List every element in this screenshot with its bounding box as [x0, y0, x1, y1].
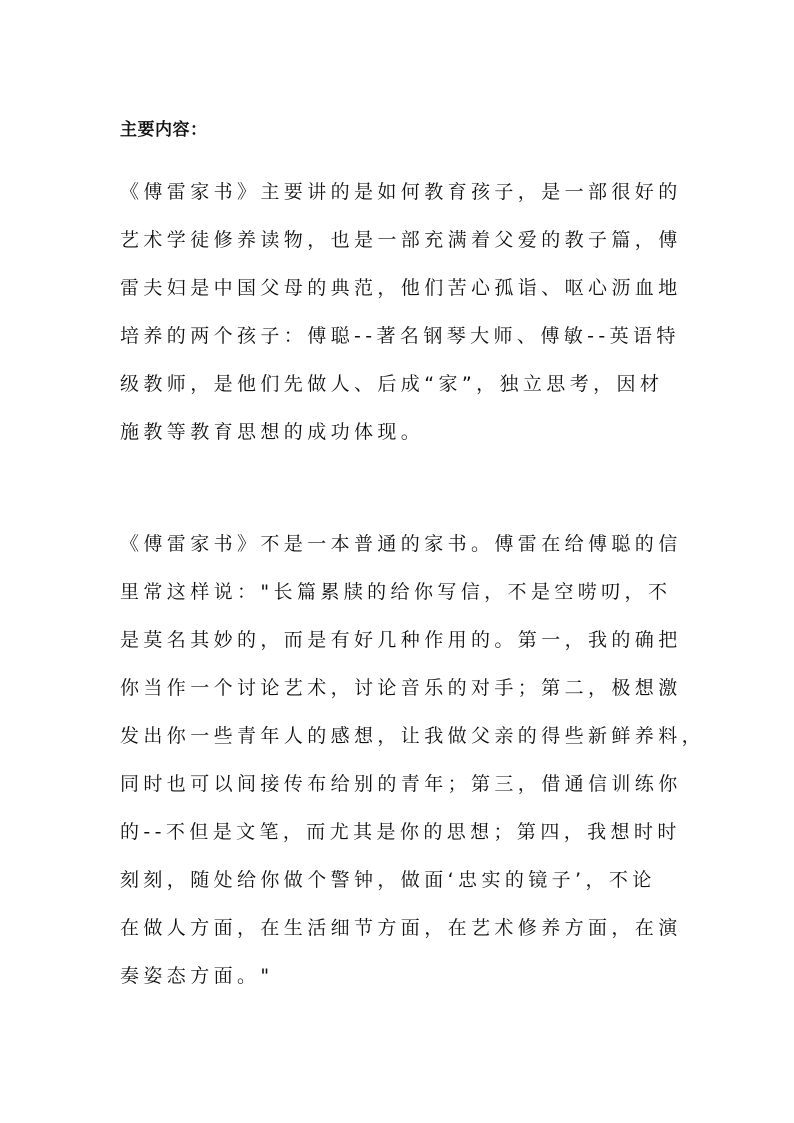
- paragraph-line: 培养的两个孩子：傅聪--著名钢琴大师、傅敏--英语特: [120, 325, 680, 347]
- paragraph-line: 同时也可以间接传布给别的青年；第三，借通信训练你: [120, 773, 682, 795]
- paragraph-line: 《傅雷家书》不是一本普通的家书。傅雷在给傅聪的信: [120, 533, 682, 555]
- paragraph-line: 施教等教育思想的成功体现。: [120, 421, 425, 443]
- paragraph-line: 级教师，是他们先做人、后成“家”，独立思考，因材: [120, 373, 664, 395]
- paragraph-line: 你当作一个讨论艺术，讨论音乐的对手；第二，极想激: [120, 677, 682, 699]
- paragraph-line: 的--不但是文笔，而尤其是你的思想；第四，我想时时: [120, 821, 681, 843]
- paragraph-line: 奏姿态方面。": [120, 965, 274, 987]
- paragraph-line: 在做人方面，在生活细节方面，在艺术修养方面，在演: [120, 917, 682, 939]
- paragraph-line: 艺术学徒修养读物，也是一部充满着父爱的教子篇，傅: [120, 229, 682, 251]
- paragraph-quote: [120, 532, 706, 1012]
- section-heading: 主要内容：: [120, 120, 208, 140]
- paragraph-line: 刻刻，随处给你做个警钟，做面‘忠实的镜子’，不论: [120, 869, 656, 891]
- paragraph-line: 雷夫妇是中国父母的典范，他们苦心孤诣、呕心沥血地: [120, 277, 682, 299]
- paragraph-line: 《傅雷家书》主要讲的是如何教育孩子，是一部很好的: [120, 181, 682, 203]
- paragraph-line: 里常这样说："长篇累牍的给你写信，不是空唠叨，不: [120, 581, 672, 603]
- paragraph-summary: [120, 180, 680, 468]
- paragraph-line: 是莫名其妙的，而是有好几种作用的。第一，我的确把: [120, 629, 682, 651]
- paragraph-line: 发出你一些青年人的感想，让我做父亲的得些新鲜养料，: [120, 725, 706, 747]
